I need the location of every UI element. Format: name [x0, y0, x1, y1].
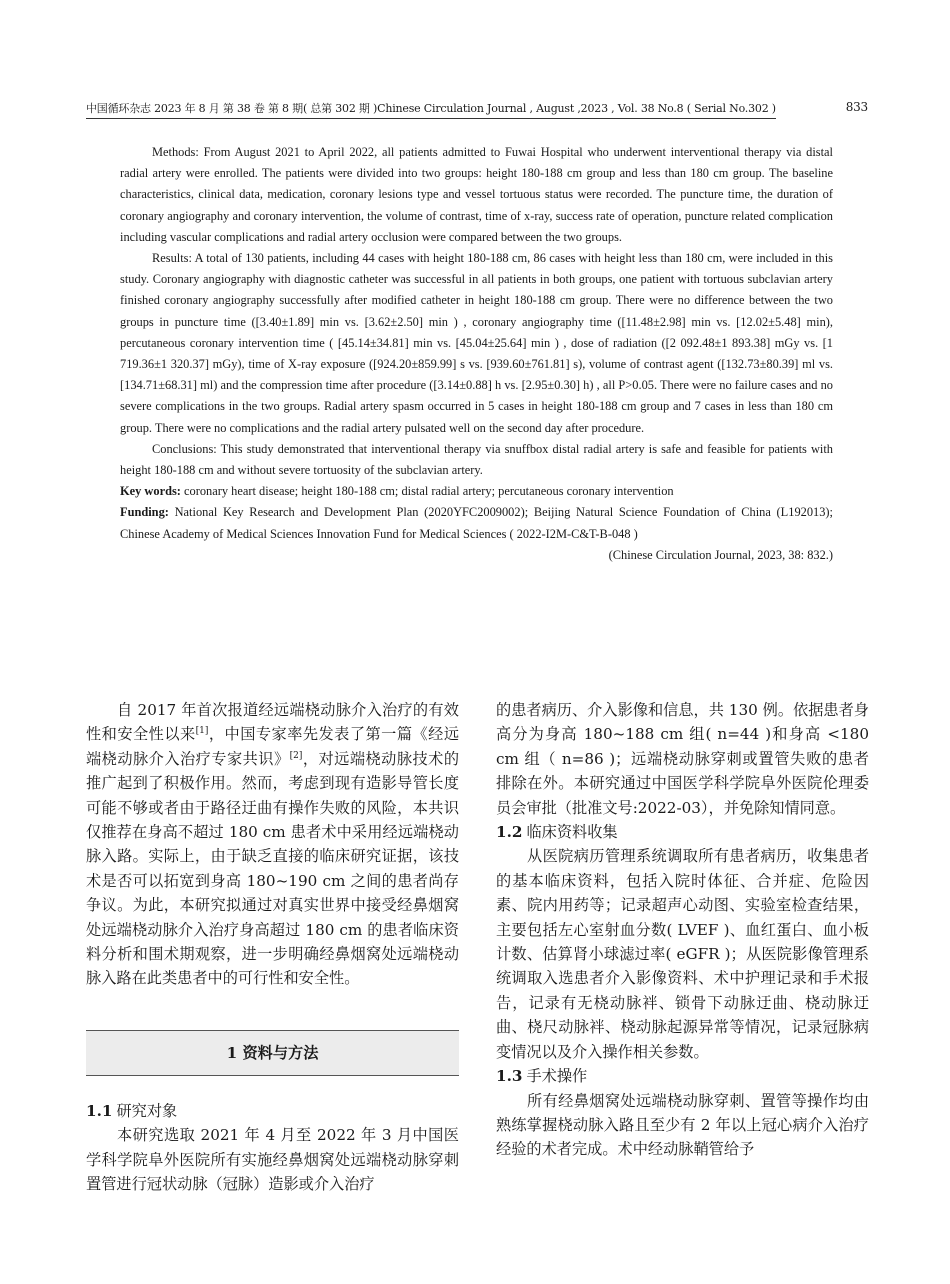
intro-text-a: 自 2017 年首次报道经远端桡动脉介入治疗的有效性和安全性以来	[86, 701, 459, 744]
subsection-title: 研究对象	[116, 1101, 178, 1120]
subsection-heading-1-1	[86, 1099, 459, 1123]
right-column	[496, 698, 869, 1162]
abstract-conclusions: Conclusions: This study demonstrated that interventional therapy via snuffbox distal radial artery is safe and feasible for patients with height 180-188 cm and without severe tortuosity of the subclavian artery.	[120, 441, 833, 478]
subsection-1-2-text: 从医院病历管理系统调取所有患者病历，收集患者的基本临床资料，包括入院时体征、合并症、危险因素、院内用药等；记录超声心动图、实验室检查结果，主要包括左心室射血分数( LVEF )、血红蛋白、血小板计数、估算肾小球滤过率( eGFR )；从医院影像管理系统调取入选患者介入影像资料、术中护理记录和手术报告，记录有无桡动脉袢、锁骨下动脉迂曲、桡动脉迂曲、桡尺动脉袢、桡动脉起源异常等情况，记录冠脉病变情况以及介入操作相关参数。	[496, 847, 869, 1061]
subsection-title: 临床资料收集	[526, 823, 618, 842]
subsection-number: 1.2	[496, 823, 523, 842]
funding-label: Funding:	[120, 505, 169, 520]
intro-paragraph	[86, 698, 459, 991]
section-heading: 1 资料与方法	[86, 1030, 459, 1076]
subsection-1-3-text: 所有经鼻烟窝处远端桡动脉穿刺、置管等操作均由熟练掌握桡动脉入路且至少有 2 年以上冠心病介入治疗经验的术者完成。术中经动脉鞘管给予	[496, 1091, 869, 1159]
subsection-1-1-text: 本研究选取 2021 年 4 月至 2022 年 3 月中国医学科学院阜外医院所有实施经鼻烟窝处远端桡动脉穿刺置管进行冠状动脉（冠脉）造影或介入治疗	[86, 1126, 459, 1194]
intro-text-c: ，对远端桡动脉技术的推广起到了积极作用。然而，考虑到现有造影导管长度可能不够或者由于路径迂曲有操作失败的风险，本共识仅推荐在身高不超过 180 cm 患者术中采用经远端桡动脉入路。实际上，由于缺乏直接的临床研究证据，该技术是否可以拓宽到身高 180~190 cm 之间的患者尚存争议。为此，本研究拟通过对真实世界中接受经鼻烟窝处远端桡动脉介入治疗身高超过 180 cm 的患者临床资料分析和围术期观察，进一步明确经鼻烟窝处远端桡动脉入路在此类患者中的可行性和安全性。	[86, 749, 460, 988]
left-column	[86, 698, 459, 1197]
subsection-number: 1.3	[496, 1067, 523, 1086]
citation: (Chinese Circulation Journal, 2023, 38: 832.)	[608, 547, 833, 562]
abstract-results: Results: A total of 130 patients, including 44 cases with height 180-188 cm, 86 cases with height less than 180 cm, were included in this study. Coronary angiography with diagnostic catheter was successful in all patients in both groups, one patient with tortuous subclavian artery finished coronary angiography successfully after modified catheter in height 180-188 cm group. There were no difference between the two groups in puncture time ([3.40±1.89] min vs. [3.62±2.50] min ) , coronary angiography time ([11.48±2.98] min vs. [12.02±5.48] min), percutaneous coronary intervention time ( [45.14±34.81] min vs. [45.04±25.64] min ) , dose of radiation ([2 092.48±1 893.38] mGy vs. [1 719.36±1 320.37] mGy), time of X-ray exposure ([924.20±859.99] s vs. [939.60±761.81] s), volume of contrast agent ([132.73±80.39] ml vs. [134.71±68.31] ml) and the compression time after procedure ([3.14±0.88] h vs. [2.95±0.30] h) , all P>0.05. There were no failure cases and no severe complications in the two groups. Radial artery spasm occurred in 5 cases in height 180-188 cm group and 7 cases in less than 180 cm group. There were no complications and the radial artery pulsated well on the second day after procedure.	[120, 251, 833, 435]
keywords-label: Key words:	[120, 484, 181, 499]
reference-2[interactable]: [2]	[289, 750, 303, 761]
funding-line	[120, 502, 833, 544]
english-abstract	[120, 142, 833, 566]
subsection-number: 1.1	[86, 1101, 113, 1120]
page-number: 833	[845, 100, 868, 114]
funding-text: National Key Research and Development Plan (2020YFC2009002); Beijing Natural Science Foundation of China (L192013); Chinese Academy of Medical Sciences Innovation Fund for Medical Sciences ( 2022-I2M-C&T-B-048 )	[120, 505, 833, 541]
running-header	[86, 100, 866, 119]
subsection-title: 手术操作	[526, 1067, 588, 1086]
keywords-text: coronary heart disease; height 180-188 cm; distal radial artery; percutaneous coronary intervention	[180, 484, 674, 499]
subsection-heading-1-2	[496, 820, 869, 844]
subsection-heading-1-3	[496, 1064, 869, 1088]
continued-paragraph: 的患者病历、介入影像和信息，共 130 例。依据患者身高分为身高 180~188 cm 组( n=44 )和身高 <180 cm 组（ n=86 )；远端桡动脉穿刺或置管失败的患者排除在外。本研究通过中国医学科学院阜外医院伦理委员会审批（批准文号:2022-03），并免除知情同意。	[496, 701, 869, 817]
reference-1[interactable]: [1]	[195, 726, 209, 737]
intro-text-b: ，中国专家率先发表了第一篇《经远端桡动脉介入治疗专家共识》	[86, 725, 460, 768]
keywords-line	[120, 481, 833, 502]
journal-line: 中国循环杂志 2023 年 8 月 第 38 卷 第 8 期( 总第 302 期 )Chinese Circulation Journal , August ,2023 , Vol. 38 No.8 ( Serial No.302 )	[86, 100, 776, 119]
abstract-methods: Methods: From August 2021 to April 2022, all patients admitted to Fuwai Hospital who underwent interventional therapy via distal radial artery were enrolled. The patients were divided into two groups: height 180-188 cm group and less than 180 cm group. The baseline characteristics, clinical data, medication, coronary lesions type and vessel tortuous status were recorded. The puncture time, the duration of coronary angiography and coronary intervention, the volume of contrast, time of x-ray, success rate of operation, puncture related complication including vascular complications and radial artery occlusion were compared between the two groups.	[120, 145, 833, 244]
